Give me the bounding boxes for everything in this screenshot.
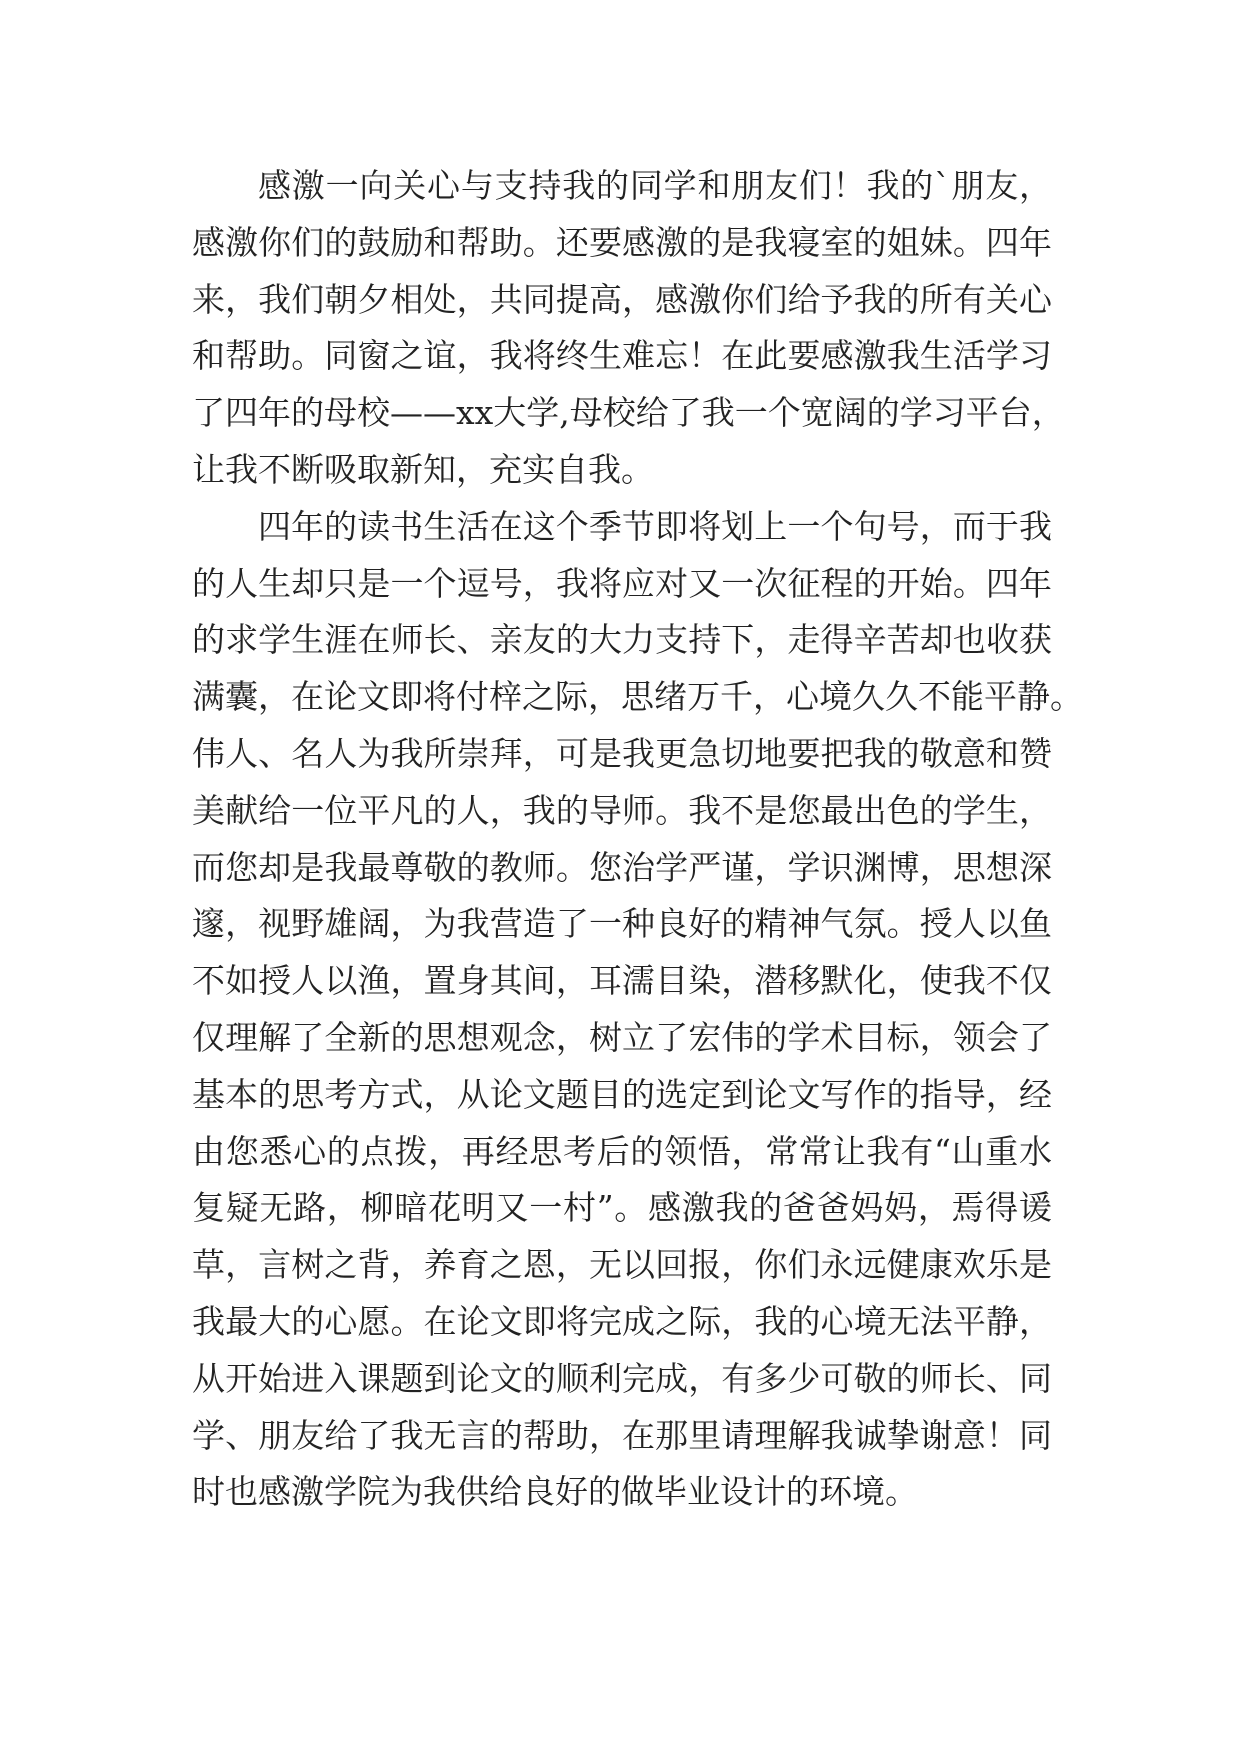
text-line: 学、朋友给了我无言的帮助，在那里请理解我诚挚谢意！同 — [192, 1415, 1052, 1455]
text-line: 由您悉心的点拨，再经思考后的领悟，常常让我有“山重水 — [192, 1131, 1052, 1171]
text-line: 感激你们的鼓励和帮助。还要感激的是我寝室的姐妹。四年 — [192, 222, 1052, 262]
text-line: 草，言树之背，养育之恩，无以回报，你们永远健康欢乐是 — [192, 1245, 1052, 1285]
text-line: 伟人、名人为我所崇拜，可是我更急切地要把我的敬意和赞 — [192, 733, 1052, 773]
text-line: 仅理解了全新的思想观念，树立了宏伟的学术目标，领会了 — [192, 1017, 1052, 1057]
text-line: 而您却是我最尊敬的教师。您治学严谨，学识渊博，思想深 — [192, 847, 1052, 887]
text-line: 和帮助。同窗之谊，我将终生难忘！在此要感激我生活学习 — [192, 336, 1052, 376]
text-line: 我最大的心愿。在论文即将完成之际，我的心境无法平静， — [192, 1301, 1052, 1341]
text-line: 感激一向关心与支持我的同学和朋友们！我的`朋友， — [258, 166, 1052, 205]
text-line: 的求学生涯在师长、亲友的大力支持下，走得辛苦却也收获 — [192, 620, 1052, 660]
text-line: 不如授人以渔，置身其间，耳濡目染，潜移默化，使我不仅 — [192, 961, 1052, 1001]
paragraph-1 — [192, 158, 1065, 499]
text-line: 基本的思考方式，从论文题目的选定到论文写作的指导，经 — [192, 1074, 1052, 1114]
text-line: 来，我们朝夕相处，共同提高，感激你们给予我的所有关心 — [192, 279, 1052, 319]
text-line: 时也感激学院为我供给良好的做毕业设计的环境。 — [192, 1472, 918, 1512]
paragraph-2 — [192, 499, 1083, 1521]
text-line: 满囊，在论文即将付梓之际，思绪万千，心境久久不能平静。 — [192, 677, 1083, 717]
text-line: 邃，视野雄阔，为我营造了一种良好的精神气氛。授人以鱼 — [192, 904, 1052, 944]
text-line: 的人生却只是一个逗号，我将应对又一次征程的开始。四年 — [192, 563, 1052, 603]
text-line: 复疑无路，柳暗花明又一村”。感激我的爸爸妈妈，焉得谖 — [192, 1188, 1052, 1228]
text-line: 美献给一位平凡的人，我的导师。我不是您最出色的学生， — [192, 790, 1052, 830]
text-line: 让我不断吸取新知，充实自我。 — [192, 449, 654, 489]
text-line: 了四年的母校——xx大学,母校给了我一个宽阔的学习平台， — [192, 393, 1065, 433]
text-line: 四年的读书生活在这个季节即将划上一个句号，而于我 — [258, 506, 1052, 546]
document-body — [192, 158, 1083, 1521]
text-line: 从开始进入课题到论文的顺利完成，有多少可敬的师长、同 — [192, 1358, 1052, 1398]
